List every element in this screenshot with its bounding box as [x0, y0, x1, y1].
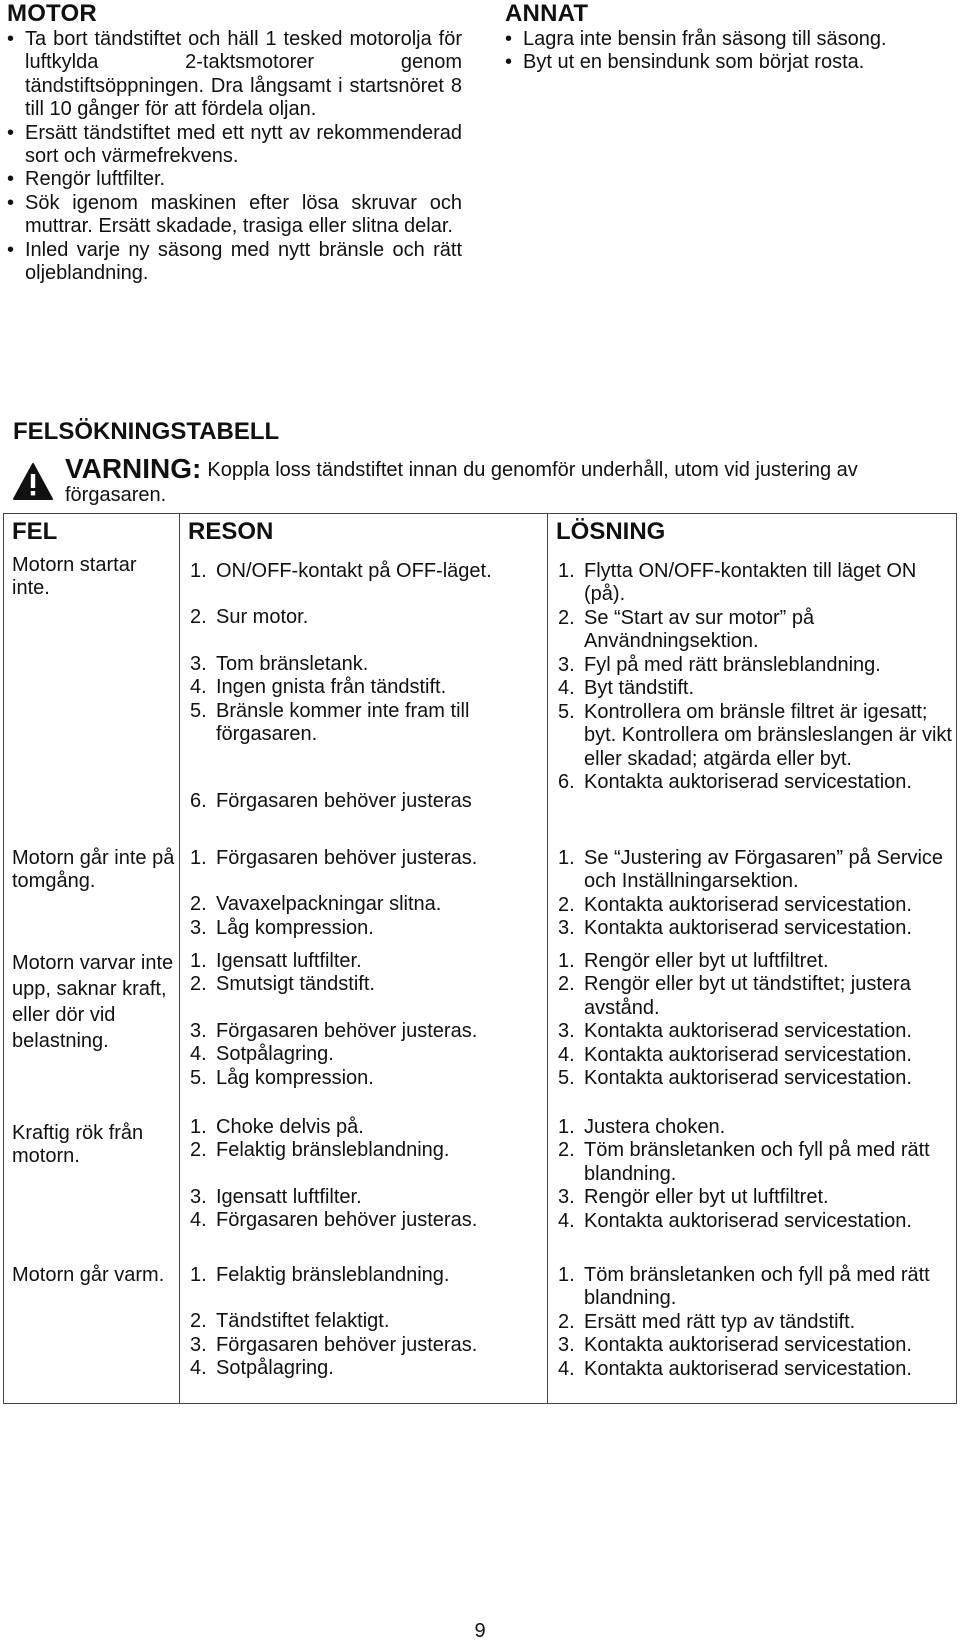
table-row — [4, 550, 957, 843]
table-row — [4, 1112, 957, 1260]
losning-cell: 1. Rengör eller byt ut luftfiltret. 2. Rengör eller byt ut tändstiftet; justera avstånd. 3. Kontakta auktoriserad servicestation. 4. Kontakta auktoriserad servicestation. 5. Kontakta auktoriserad servicestation. — [548, 946, 957, 1112]
annat-list — [505, 28, 945, 75]
motor-list — [7, 28, 462, 285]
table-header-row — [4, 514, 957, 550]
warning-block — [13, 455, 943, 505]
header-fel: FEL — [12, 518, 58, 545]
page-number: 9 — [474, 1620, 486, 1642]
fel-cell: Motorn varvar inte upp, saknar kraft, eller dör vid belastning. — [12, 951, 174, 1052]
warning-text — [65, 455, 945, 507]
motor-section — [7, 0, 462, 285]
bullet-icon: • — [7, 168, 15, 191]
warning-triangle-icon — [13, 463, 53, 500]
bullet-icon: • — [505, 51, 513, 74]
warning-message: Koppla loss tändstiftet innan du genomför underhåll, utom vid justering av förgasaren. — [65, 459, 858, 506]
bullet-icon: • — [7, 191, 15, 214]
table-row — [4, 1260, 957, 1404]
losning-cell: 1. Justera choken. 2. Töm bränsletanken och fyll på med rätt blandning. 3. Rengör eller byt ut luftfiltret. 4. Kontakta auktoriserad servicestation. — [548, 1112, 957, 1260]
troubleshooting-table — [3, 513, 957, 1404]
list-item: • Sök igenom maskinen efter lösa skruvar och muttrar. Ersätt skadade, trasiga eller slitna delar. — [7, 191, 462, 238]
warning-label: VARNING: — [65, 453, 202, 484]
bullet-icon: • — [7, 121, 15, 144]
list-item: • Byt ut en bensindunk som börjat rosta. — [505, 51, 865, 74]
losning-cell: 1. Flytta ON/OFF-kontakten till läget ON (på). 2. Se “Start av sur motor” på Användningsektion. 3. Fyl på med rätt bränsleblandning. 4. Byt tändstift. 5. Kontrollera om bränsle filtret är igesatt; byt. Kontrollera om bränsleslangen är vikt eller skadad; atgärda eller byt. 6. Kontakta auktoriserad servicestation. — [548, 550, 957, 843]
troubleshooting-title: FELSÖKNINGSTABELL — [13, 418, 280, 445]
bullet-icon: • — [7, 238, 15, 261]
list-item: • Rengör luftfilter. — [7, 168, 166, 191]
list-item: • Lagra inte bensin från säsong till säsong. — [505, 28, 887, 50]
header-reson: RESON — [180, 514, 548, 550]
losning-cell: 1. Töm bränsletanken och fyll på med rätt blandning. 2. Ersätt med rätt typ av tändstift. 3. Kontakta auktoriserad servicestation. 4. Kontakta auktoriserad servicestation. — [548, 1260, 957, 1404]
fel-cell: Kraftig rök från motorn. — [12, 1121, 144, 1167]
fel-cell: Motorn går varm. — [12, 1263, 165, 1286]
bullet-icon: • — [505, 28, 513, 50]
annat-section — [505, 0, 945, 75]
motor-heading: MOTOR — [7, 0, 97, 27]
fel-cell: Motorn startar inte. — [12, 553, 137, 599]
bullet-icon: • — [7, 28, 15, 50]
losning-cell: 1. Se “Justering av Förgasaren” på Service och Inställningarsektion. 2. Kontakta auktoriserad servicestation. 3. Kontakta auktoriserad servicestation. — [548, 843, 957, 946]
table-row — [4, 843, 957, 946]
table-row — [4, 946, 957, 1112]
reson-cell: 1. Förgasaren behöver justeras. 2. Vavaxelpackningar slitna. 3. Låg kompression. — [180, 843, 548, 946]
reson-cell: 1. ON/OFF-kontakt på OFF-läget. 2. Sur motor. 3. Tom bränsletank. 4. Ingen gnista från tändstift. 5. Bränsle kommer inte fram till förgasaren. 6. Förgasaren behöver justeras — [180, 550, 548, 843]
reson-cell: 1. Igensatt luftfilter. 2. Smutsigt tändstift. 3. Förgasaren behöver justeras. 4. Sotpålagring. 5. Låg kompression. — [180, 946, 548, 1112]
list-item: • Ersätt tändstiftet med ett nytt av rekommenderad sort och värmefrekvens. — [7, 121, 462, 168]
fel-cell: Motorn går inte på tomgång. — [12, 846, 175, 892]
list-item: • Ta bort tändstiftet och häll 1 tesked motorolja för luftkylda 2-taktsmotorer genom tändstiftsöppningen. Dra långsamt i startsnöret 8 till 10 gånger för att fördela oljan. — [7, 28, 462, 121]
reson-cell: 1. Felaktig bränsleblandning. 2. Tändstiftet felaktigt. 3. Förgasaren behöver justeras. 4. Sotpålagring. — [180, 1260, 548, 1404]
header-losning: LÖSNING — [548, 514, 957, 550]
reson-cell: 1. Choke delvis på. 2. Felaktig bränsleblandning. 3. Igensatt luftfilter. 4. Förgasaren behöver justeras. — [180, 1112, 548, 1260]
list-item: • Inled varje ny säsong med nytt bränsle och rätt oljeblandning. — [7, 238, 462, 285]
annat-heading: ANNAT — [505, 0, 589, 27]
